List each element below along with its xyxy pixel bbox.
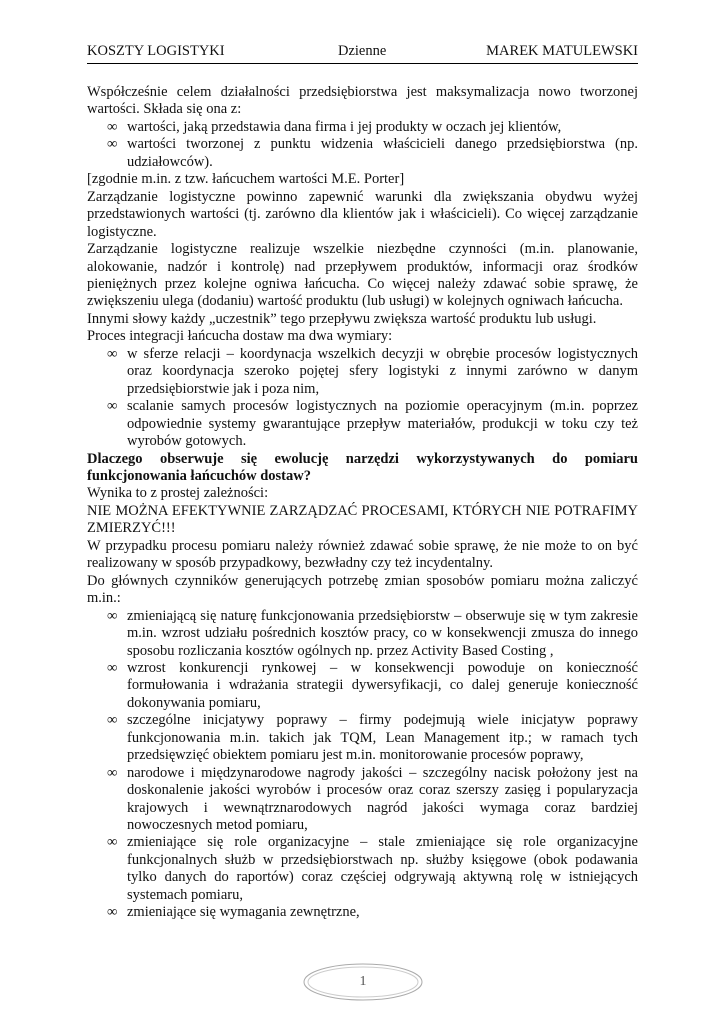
factors-intro: Do głównych czynników generujących potrzebę zmian sposobów pomiaru można zaliczyć m.in.:	[87, 572, 638, 607]
infinity-bullet-icon: ∞	[107, 345, 118, 362]
page-footer	[302, 960, 424, 1004]
header-study-mode: Dzienne	[338, 43, 387, 59]
infinity-bullet-icon: ∞	[107, 904, 118, 921]
question-heading: Dlaczego obserwuje się ewolucję narzędzi wykorzystywanych do pomiaru funkcjonowania łańcuchów dostaw?	[87, 450, 638, 484]
page-number: 1	[359, 974, 367, 989]
participant-paragraph: Innymi słowy każdy „uczestnik” tego przepływu zwiększa wartość produktu lub usługi.	[87, 310, 597, 327]
intro-paragraph: Współcześnie celem działalności przedsiębiorstwa jest maksymalizacja nowo tworzonej wartości. Składa się ona z:	[87, 84, 638, 118]
management-paragraph-2: Zarządzanie logistyczne realizuje wszelkie niezbędne czynności (m.in. planowanie, alokowanie, nadzór i kontrolę) nad przepływem produktów, informacji oraz środków pieniężnych przez kolejne ogniwa łańcucha. Co więcej należy zdawać sobie sprawę, że zwiększeniu ulega (dodaniu) wartość produktu (lub usługi) w kolejnych ogniwach łańcucha.	[87, 241, 638, 310]
factors-list	[87, 608, 638, 922]
integration-intro: Proces integracji łańcucha dostaw ma dwa wymiary:	[87, 328, 393, 345]
caps-statement: NIE MOŻNA EFEKTYWNIE ZARZĄDZAĆ PROCESAMI, KTÓRYCH NIE POTRAFIMY ZMIERZYĆ!!!	[87, 502, 638, 537]
document-body	[87, 84, 638, 922]
infinity-bullet-icon: ∞	[107, 712, 118, 729]
page-header	[87, 41, 638, 61]
list-item: ∞ scalanie samych procesów logistycznych na poziomie operacyjnym (m.in. poprzez odpowiednie systemy gwarantujące przepływ materiałów, produkcji w toku czy też wyrobów gotowych.	[107, 398, 638, 450]
measure-paragraph: W przypadku procesu pomiaru należy również zdawać sobie sprawę, że nie może to on być realizowany w sposób przypadkowy, bezwładny czy też incydentalny.	[87, 537, 638, 572]
infinity-bullet-icon: ∞	[107, 136, 118, 153]
integration-list	[87, 346, 638, 451]
infinity-bullet-icon: ∞	[107, 834, 118, 851]
list-item: ∞ w sferze relacji – koordynacja wszelkich decyzji w obrębie procesów logistycznych oraz koordynacja szeroko pojętej sfery logistyki z innymi zarówno w danym przedsiębiorstwie jak i poza nim,	[107, 345, 638, 397]
list-item: ∞ zmieniające się role organizacyjne – stale zmieniające się role organizacyjne funkcjonalnych służb w przedsiębiorstwach np. służby księgowe (obok podawania tylko danych do raportów) coraz częściej odgrywają aktywną rolę w istniejących systemach pomiaru,	[107, 834, 638, 903]
list-item: ∞ zmieniającą się naturę funkcjonowania przedsiębiorstw – obserwuje się w tym zakresie m.in. wzrost udziału pośrednich kosztów pracy, co w konsekwencji zmusza do innego sposobu rozliczania kosztów ogólnych np. przez Activity Based Costing ,	[107, 607, 638, 659]
list-item: ∞ szczególne inicjatywy poprawy – firmy podejmują wiele inicjatyw poprawy funkcjonowania m.in. takich jak TQM, Lean Management itp.; w ramach tych przedsięwzięć obiektem pomiaru jest m.in. monitorowanie procesów poprawy,	[107, 712, 638, 764]
infinity-bullet-icon: ∞	[107, 398, 118, 415]
infinity-bullet-icon: ∞	[107, 764, 118, 781]
list-item: ∞ wartości, jaką przedstawia dana firma i jej produkty w oczach jej klientów,	[107, 118, 562, 135]
list-item: ∞ wzrost konkurencji rynkowej – w konsekwencji powoduje on konieczność formułowania i wdrażania strategii dywersyfikacji, co dalej generuje konieczność dokonywania pomiaru,	[107, 659, 638, 711]
list-item: ∞ zmieniające się wymagania zewnętrzne,	[107, 904, 360, 921]
porter-reference: [zgodnie m.in. z tzw. łańcuchem wartości M.E. Porter]	[87, 171, 405, 188]
result-intro: Wynika to z prostej zależności:	[87, 485, 269, 502]
infinity-bullet-icon: ∞	[107, 659, 118, 676]
value-list	[87, 119, 638, 171]
list-item: ∞ wartości tworzonej z punktu widzenia właścicieli danego przedsiębiorstwa (np. udziałowców).	[107, 136, 638, 170]
infinity-bullet-icon: ∞	[107, 607, 118, 624]
header-author: MAREK MATULEWSKI	[486, 43, 638, 59]
header-course-title: KOSZTY LOGISTYKI	[87, 43, 225, 59]
list-item: ∞ narodowe i międzynarodowe nagrody jakości – szczególny nacisk położony jest na doskonalenie jakości wyrobów i procesów oraz coraz szerszy zasięg i popularyzacja krajowych i wewnątrznarodowych nagród jakości wymaga coraz bardziej nowoczesnych metod pomiaru,	[107, 764, 638, 834]
infinity-bullet-icon: ∞	[107, 118, 118, 135]
management-paragraph-1: Zarządzanie logistyczne powinno zapewnić warunki dla zwiększania obydwu wyżej przedstawionych wartości (tj. zarówno dla klientów jak i właścicieli). Co więcej zarządzanie logistyczne.	[87, 188, 638, 240]
header-rule	[87, 63, 638, 64]
